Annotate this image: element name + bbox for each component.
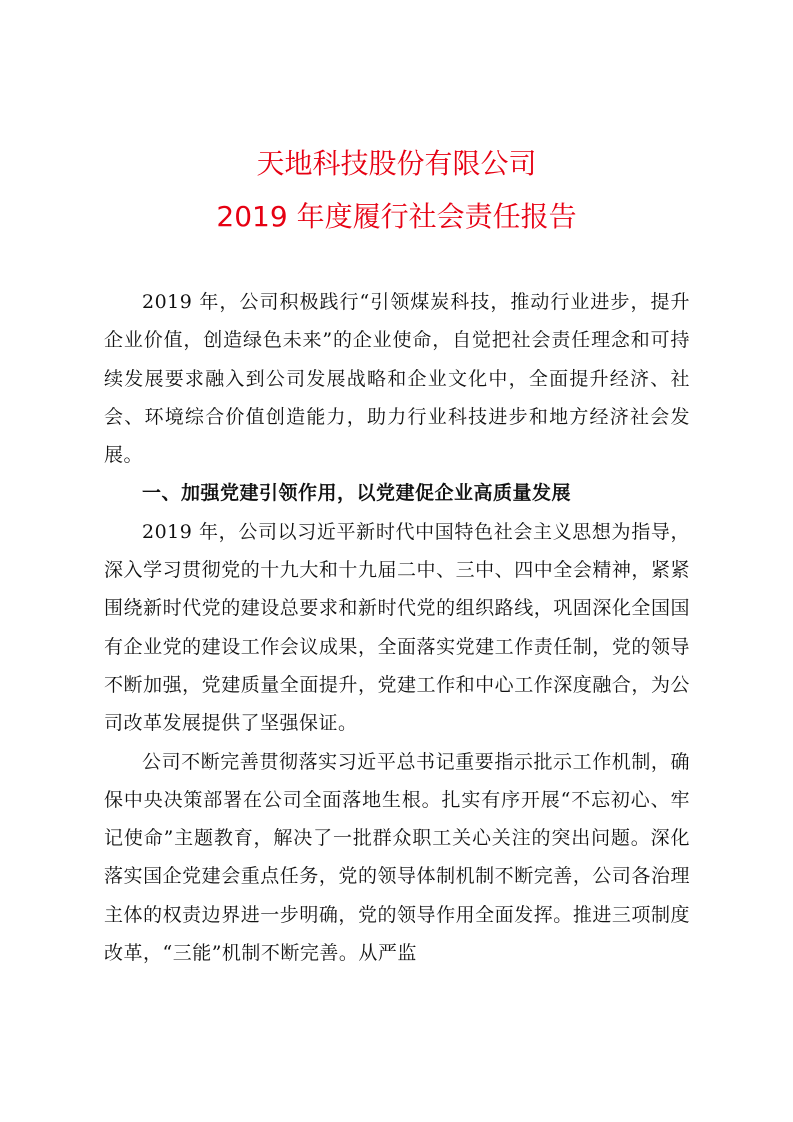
body-paragraph: 2019 年，公司以习近平新时代中国特色社会主义思想为指导，深入学习贯彻党的十九大和十九届二中、三中、四中全会精神，紧紧围绕新时代党的建设总要求和新时代党的组织路线，巩固深化全国国有企业党的建设工作会议成果，全面落实党建工作责任制，党的领导不断加强，党建质量全面提升，党建工作和中心工作深度融合，为公司改革发展提供了坚强保证。 xyxy=(104,520,690,735)
report-body xyxy=(104,283,690,972)
report-title-company: 天地科技股份有限公司 xyxy=(256,147,537,180)
report-title-year: 2019 年度履行社会责任报告 xyxy=(216,200,577,233)
body-paragraph: 公司不断完善贯彻落实习近平总书记重要指示批示工作机制，确保中央决策部署在公司全面落地生根。扎实有序开展“不忘初心、牢记使命”主题教育，解决了一批群众职工关心关注的突出问题。深化落实国企党建会重点任务，党的领导体制机制不断完善，公司各治理主体的权责边界进一步明确，党的领导作用全面发挥。推进三项制度改革，“三能”机制不断完善。从严监 xyxy=(104,750,690,965)
section-heading: 一、加强党建引领作用，以党建促企业高质量发展 xyxy=(142,482,572,505)
intro-paragraph: 2019 年，公司积极践行“引领煤炭科技，推动行业进步，提升企业价值，创造绿色未来”的企业使命，自觉把社会责任理念和可持续发展要求融入到公司发展战略和企业文化中，全面提升经济、社会、环境综合价值创造能力，助力行业科技进步和地方经济社会发展。 xyxy=(104,291,690,467)
